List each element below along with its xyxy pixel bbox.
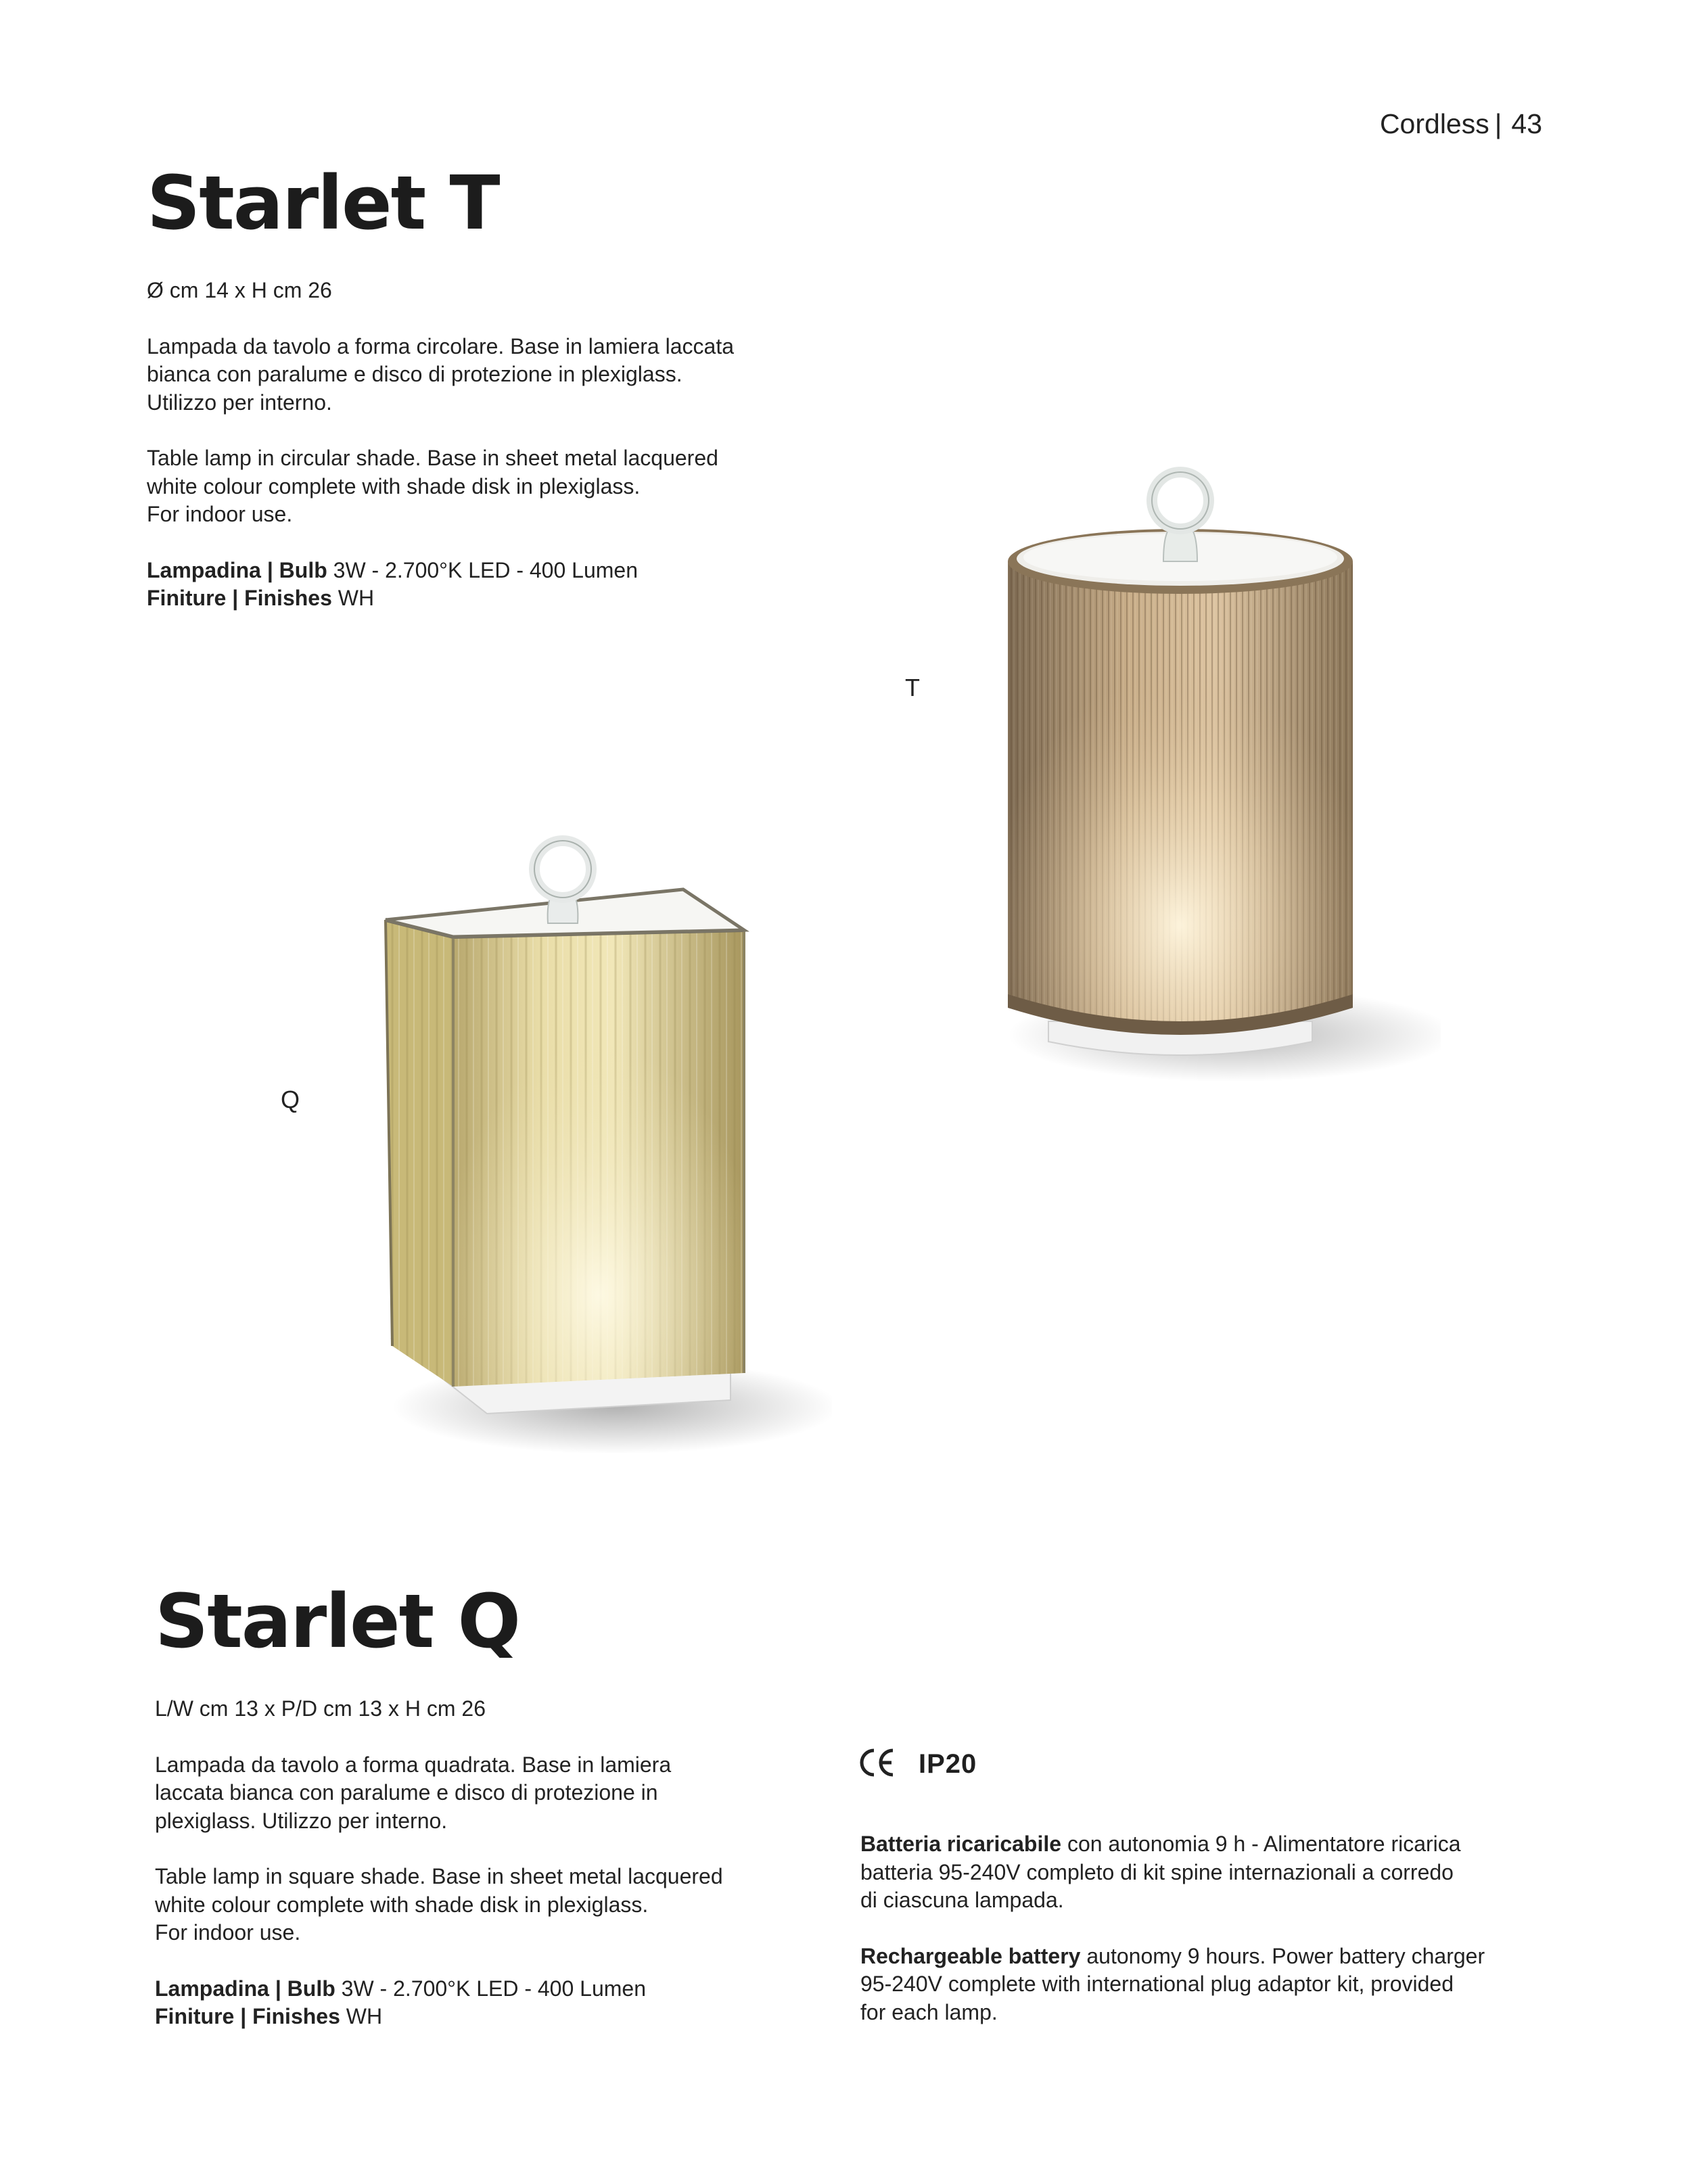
starlet-q-desc-en-line: Table lamp in square shade. Base in sheet metal lacquered bbox=[155, 1864, 723, 1888]
starlet-q-bulb bbox=[155, 1975, 831, 2003]
finish-label: Finiture | Finishes bbox=[147, 586, 332, 610]
certifications bbox=[859, 1748, 977, 1781]
bulb-label: Lampadina | Bulb bbox=[155, 1976, 335, 2001]
battery-it-line: batteria 95-240V completo di kit spine internazionali a corredo bbox=[860, 1859, 1454, 1884]
starlet-t-desc-en-line: white colour complete with shade disk in plexiglass. bbox=[147, 473, 641, 498]
section-name: Cordless bbox=[1379, 108, 1489, 139]
bulb-value: 3W - 2.700°K LED - 400 Lumen bbox=[327, 557, 638, 582]
battery-en-text: autonomy 9 hours. Power battery charger bbox=[1080, 1943, 1485, 1968]
starlet-t-title: Starlet T bbox=[147, 160, 499, 246]
starlet-q-dimensions: L/W cm 13 x P/D cm 13 x H cm 26 bbox=[155, 1696, 486, 1721]
starlet-t-desc-en-line: For indoor use. bbox=[147, 502, 293, 526]
starlet-t-desc-it-line: Utilizzo per interno. bbox=[147, 390, 332, 415]
starlet-t-image bbox=[967, 460, 1441, 1096]
starlet-t-desc-it-line: Lampada da tavolo a forma circolare. Base in lamiera laccata bbox=[147, 333, 734, 358]
bulb-label: Lampadina | Bulb bbox=[147, 557, 327, 582]
battery-en-line: 95-240V complete with international plug adaptor kit, provided bbox=[860, 1972, 1454, 1996]
battery-it-line bbox=[860, 1830, 1604, 1859]
finish-value: WH bbox=[331, 586, 375, 610]
page-header bbox=[1285, 108, 1542, 140]
starlet-q-details bbox=[155, 1695, 831, 2031]
finish-label: Finiture | Finishes bbox=[155, 2004, 340, 2028]
starlet-q-desc-en-line: white colour complete with shade disk in plexiglass. bbox=[155, 1892, 649, 1917]
battery-it-line: di ciascuna lampada. bbox=[860, 1888, 1064, 1912]
starlet-t-desc-en-line: Table lamp in circular shade. Base in sheet metal lacquered bbox=[147, 446, 718, 470]
starlet-t-finish bbox=[147, 584, 823, 613]
battery-en-line bbox=[860, 1943, 1604, 1971]
battery-en-label: Rechargeable battery bbox=[860, 1943, 1081, 1968]
battery-it-text: con autonomia 9 h - Alimentatore ricarica bbox=[1061, 1832, 1461, 1856]
image-label-q: Q bbox=[281, 1086, 300, 1113]
starlet-t-dimensions: Ø cm 14 x H cm 26 bbox=[147, 278, 332, 302]
starlet-q-desc-it-line: plexiglass. Utilizzo per interno. bbox=[155, 1808, 448, 1833]
starlet-q-image bbox=[345, 818, 832, 1481]
starlet-q-desc-it-line: laccata bianca con paralume e disco di protezione in bbox=[155, 1780, 658, 1805]
finish-value: WH bbox=[340, 2004, 383, 2028]
bulb-value: 3W - 2.700°K LED - 400 Lumen bbox=[335, 1976, 646, 2001]
ip-rating: IP20 bbox=[919, 1749, 977, 1779]
battery-it-label: Batteria ricaricabile bbox=[860, 1832, 1062, 1856]
battery-info bbox=[860, 1830, 1604, 2026]
starlet-t-bulb bbox=[147, 557, 823, 585]
starlet-t-desc-it-line: bianca con paralume e disco di protezione in plexiglass. bbox=[147, 362, 682, 386]
ce-mark-icon bbox=[859, 1748, 896, 1781]
page-number: 43 bbox=[1511, 108, 1542, 139]
starlet-q-section bbox=[155, 1578, 831, 2031]
starlet-q-finish bbox=[155, 2003, 831, 2031]
header-separator: | bbox=[1494, 108, 1502, 139]
starlet-q-title: Starlet Q bbox=[155, 1578, 519, 1665]
starlet-t-details bbox=[147, 277, 823, 613]
image-label-t: T bbox=[905, 674, 920, 701]
battery-en-line: for each lamp. bbox=[860, 1999, 998, 2024]
starlet-t-section bbox=[147, 160, 823, 613]
starlet-q-desc-en-line: For indoor use. bbox=[155, 1920, 301, 1945]
starlet-q-desc-it-line: Lampada da tavolo a forma quadrata. Base in lamiera bbox=[155, 1752, 672, 1777]
